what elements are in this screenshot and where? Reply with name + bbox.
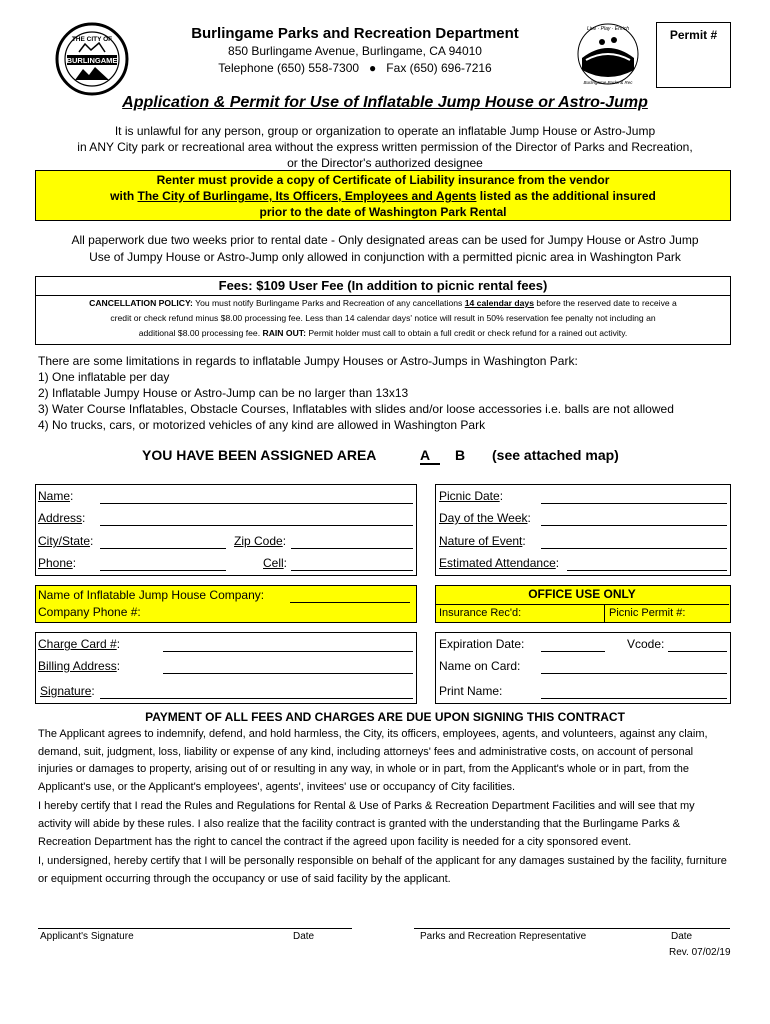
paperwork-line-2: Use of Jumpy House or Astro-Jump only allowed in conjunction with a permitted picnic area in Washington Park	[89, 249, 681, 264]
office-use-divider	[435, 604, 729, 605]
representative-signature-line[interactable]	[414, 928, 730, 929]
phone-label: Phone:	[38, 556, 77, 570]
nature-label: Nature of Event:	[439, 534, 526, 548]
limitation-item: 4) No trucks, cars, or motorized vehicles of any kind are allowed in Washington Park	[38, 418, 486, 432]
cell-label: Cell:	[263, 556, 288, 570]
area-option-b[interactable]: B	[455, 447, 466, 463]
cancellation-policy	[35, 296, 731, 345]
applicant-signature-line[interactable]	[38, 928, 352, 929]
permit-label: Permit #	[669, 28, 718, 42]
company-label: Name of Inflatable Jump House Company:	[38, 588, 265, 602]
city-state-field[interactable]	[100, 548, 226, 549]
charge-card-label: Charge Card #:	[38, 637, 121, 651]
indemnify-paragraph: The Applicant agrees to indemnify, defend, and hold harmless, the City, its officers, employees, agents, and volunteers, against any claim, demand, suit, judgment, loss, liability or expense of any kind, including attorneys' fees and administrative costs, on account of personal injuries or damages to property, arising out of or resulting in any way, in whole or in part, from the Applicant's whole or in part, from the Applicant's use, or the Applicant's employees', agents', invitees' use or occupancy of City facilities.	[38, 728, 708, 793]
office-use-vdivider	[604, 604, 605, 622]
picnic-permit-label: Picnic Permit #:	[609, 607, 686, 619]
cancel-line-2: credit or check refund minus $8.00 processing fee. Less than 14 calendar days' notice will result in 50% reservation fee penalty not including an	[110, 313, 656, 323]
picnic-date-label: Picnic Date:	[439, 489, 504, 503]
insurance-line-2: with The City of Burlingame, Its Officers, Employees and Agents listed as the additional insured	[110, 189, 656, 203]
seal-name: BURLINGAME	[66, 56, 118, 65]
insured-parties: The City of Burlingame, Its Officers, Employees and Agents	[137, 189, 477, 203]
charge-card-field[interactable]	[163, 651, 413, 652]
name-on-card-label: Name on Card:	[439, 659, 521, 673]
rules-paragraph: I hereby certify that I read the Rules and Regulations for Rental & Use of Parks & Recreation Department Facilities and will see that my activity will abide by these rules. I also realize that the facility contract is granted with the understanding that the Burlingame Parks & Recreation Department has the right to cancel the contract if the agreed upon facility is needed for a city sponsored event.	[38, 800, 695, 848]
parks-logo	[572, 18, 644, 90]
day-of-week-field[interactable]	[541, 525, 727, 526]
form-title: Application & Permit for Use of Inflatable Jump House or Astro-Jump	[122, 94, 648, 111]
revision-label: Rev. 07/02/19	[669, 947, 731, 958]
seal-top: THE CITY OF	[71, 36, 113, 43]
company-field[interactable]	[290, 602, 410, 603]
svg-text:Burlingame Parks & Rec: Burlingame Parks & Rec	[583, 80, 633, 85]
zip-field[interactable]	[291, 548, 413, 549]
intro-line-3: or the Director's authorized designee	[287, 156, 483, 170]
insurance-recd-label: Insurance Rec'd:	[439, 607, 522, 619]
cancel-line-3: additional $8.00 processing fee. RAIN OUT: Permit holder must call to obtain a full credit or check refund for a rained out activity.	[138, 328, 628, 338]
payment-notice: PAYMENT OF ALL FEES AND CHARGES ARE DUE UPON SIGNING THIS CONTRACT	[145, 710, 625, 724]
fees-title: Fees: $109 User Fee (In addition to picnic rental fees)	[35, 276, 731, 296]
limitations	[38, 353, 738, 433]
representative-label: Parks and Recreation Representative	[420, 931, 587, 942]
applicant-signature-label: Applicant's Signature	[40, 931, 134, 942]
office-use-title: OFFICE USE ONLY	[528, 587, 636, 601]
area-option-a[interactable]: A	[420, 447, 440, 465]
expiration-field[interactable]	[541, 651, 605, 652]
city-state-label: City/State:	[38, 534, 94, 548]
intro-line-2: in ANY City park or recreational area without the express written permission of the Director of Parks and Recreation,	[77, 140, 693, 154]
attendance-field[interactable]	[567, 570, 727, 571]
zip-label: Zip Code:	[234, 534, 287, 548]
signature-label: Signature:	[40, 684, 95, 698]
applicant-info-box	[35, 484, 417, 576]
city-seal	[55, 22, 129, 96]
cell-field[interactable]	[291, 570, 413, 571]
print-name-label: Print Name:	[439, 684, 503, 698]
day-of-week-label: Day of the Week:	[439, 511, 531, 525]
responsibility-paragraph: I, undersigned, hereby certify that I will be personally responsible on behalf of the applicant for any damages sustained by the facility, furniture or equipment occurring through the occupancy or use of said facility by the applicant.	[38, 855, 727, 885]
limitation-item: 1) One inflatable per day	[38, 370, 170, 384]
address-field[interactable]	[100, 525, 413, 526]
paperwork-text	[20, 232, 750, 265]
applicant-date-label: Date	[293, 931, 315, 942]
limitations-intro: There are some limitations in regards to inflatable Jumpy Houses or Astro-Jumps in Washington Park:	[38, 354, 578, 368]
intro-line-1: It is unlawful for any person, group or organization to operate an inflatable Jump House or Astro-Jump	[114, 124, 656, 138]
svg-text:Live · Play · Enrich: Live · Play · Enrich	[587, 26, 629, 32]
insurance-line-1: Renter must provide a copy of Certificate of Liability insurance from the vendor	[156, 173, 610, 187]
representative-date-label: Date	[671, 931, 693, 942]
org-address: 850 Burlingame Avenue, Burlingame, CA 94010	[228, 44, 482, 58]
org-name: Burlingame Parks and Recreation Department	[191, 25, 519, 42]
see-map: (see attached map)	[492, 447, 619, 463]
billing-field[interactable]	[163, 673, 413, 674]
expiration-label: Expiration Date:	[439, 637, 525, 651]
company-phone-label: Company Phone #:	[38, 605, 141, 619]
signature-field[interactable]	[100, 698, 413, 699]
insurance-notice	[35, 170, 731, 221]
name-label: Name:	[38, 489, 74, 503]
name-on-card-field[interactable]	[541, 673, 727, 674]
billing-label: Billing Address:	[38, 659, 121, 673]
intro-text	[20, 123, 750, 171]
print-name-field[interactable]	[541, 698, 727, 699]
org-phone: Telephone (650) 558-7300 ● Fax (650) 696-7216	[218, 61, 492, 75]
address-label: Address:	[38, 511, 86, 525]
cancel-line-1: CANCELLATION POLICY: You must notify Burlingame Parks and Recreation of any cancellations 14 calendar days before the reserved date to receive a	[89, 298, 677, 308]
limitation-item: 2) Inflatable Jumpy House or Astro-Jump can be no larger than 13x13	[38, 386, 409, 400]
vcode-label: Vcode:	[627, 637, 665, 651]
phone-field[interactable]	[100, 570, 226, 571]
paperwork-line-1: All paperwork due two weeks prior to rental date - Only designated areas can be used for Jumpy House or Astro Jump	[71, 233, 699, 247]
vcode-field[interactable]	[668, 651, 727, 652]
limitation-item: 3) Water Course Inflatables, Obstacle Courses, Inflatables with slides and/or loose accessories i.e. balls are not allowed	[38, 402, 674, 416]
permit-box[interactable]	[656, 22, 731, 88]
name-field[interactable]	[100, 503, 413, 504]
insurance-line-3: prior to the date of Washington Park Rental	[259, 205, 507, 219]
nature-field[interactable]	[541, 548, 727, 549]
picnic-date-field[interactable]	[541, 503, 727, 504]
agreement-text	[38, 726, 728, 888]
attendance-label: Estimated Attendance:	[439, 556, 560, 570]
assigned-area-label: YOU HAVE BEEN ASSIGNED AREA	[142, 447, 377, 463]
